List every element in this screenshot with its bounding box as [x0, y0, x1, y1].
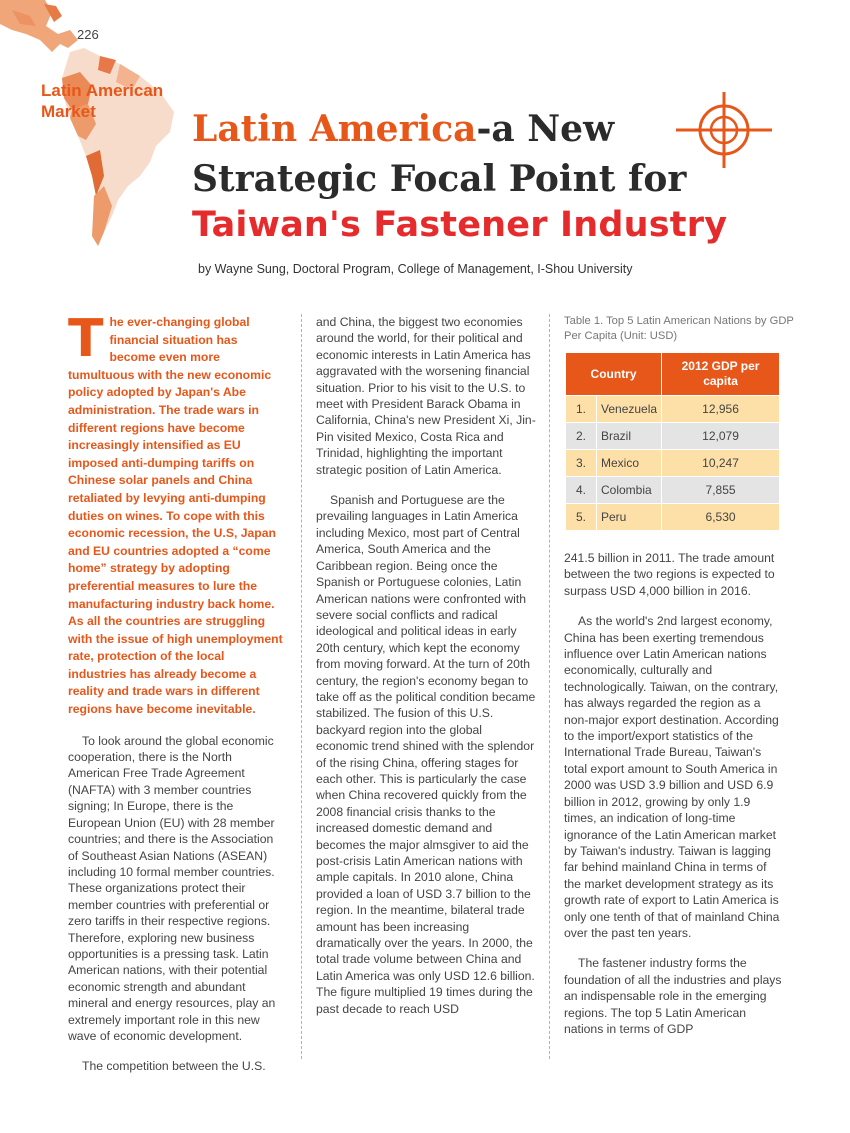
gdp-cell: 10,247	[662, 450, 780, 477]
gdp-cell: 7,855	[662, 477, 780, 504]
rank-cell: 1.	[566, 396, 597, 423]
drop-cap: T	[68, 309, 104, 369]
header-country: Country	[566, 353, 662, 396]
title-line1-rest: -a New	[476, 108, 615, 150]
title-accent: Latin America	[192, 108, 477, 150]
table-caption: Table 1. Top 5 Latin American Nations by GDP Per Capita (Unit: USD)	[564, 315, 794, 342]
country-cell: Mexico	[597, 450, 662, 477]
rank-cell: 2.	[566, 423, 597, 450]
title-line3: Taiwan's Fastener Industry	[192, 205, 728, 245]
column-3	[564, 550, 784, 1051]
gdp-cell: 12,956	[662, 396, 780, 423]
column-divider	[301, 314, 302, 1059]
title-line2: Strategic Focal Point for	[192, 158, 687, 200]
title-line1	[192, 104, 752, 154]
country-cell: Colombia	[597, 477, 662, 504]
article-title	[192, 104, 752, 204]
country-cell: Venezuela	[597, 396, 662, 423]
table-header-row	[566, 353, 780, 396]
lead-text: he ever-changing global financial situation has become even more tumultuous with the new economic policy adopted by Japan's Abe administration. The trade wars in different regions have become increasingly intensified as EU imposed anti-dumping tariffs on Chinese solar panels and China retaliated by levying anti-dumping duties on wines. To cope with this economic recession, the U.S, Japan and EU countries adopted a “come home” strategy by adopting preferential measures to lure the manufacturing industry back home. As all the countries are struggling with the issue of high unemployment rate, protection of the local industries has already become a reality and trade wars in different regions have become inevitable.	[68, 315, 283, 717]
section-label-line1: Latin American	[41, 81, 164, 100]
section-label	[41, 80, 201, 122]
column-1	[68, 309, 286, 1089]
table-row	[566, 396, 780, 423]
lead-paragraph	[68, 309, 286, 719]
gdp-table	[565, 352, 780, 531]
column-2	[316, 314, 536, 1031]
body-paragraph: To look around the global economic cooperation, there is the North American Free Trade Agreement (NAFTA) with 3 member countries signing; In Europe, there is the European Union (EU) with 28 member countries; and there is the Association of Southeast Asian Nations (ASEAN) including 10 formal member countries. These organizations protect their member countries with preferential or zero tariffs in their respective regions. Therefore, exploring new business opportunities is a pressing task. Latin American nations, with their potential economic strength and abundant mineral and energy resources, play an extremely important role in this new wave of economic development.	[68, 733, 276, 1043]
rank-cell: 5.	[566, 504, 597, 531]
rank-cell: 3.	[566, 450, 597, 477]
table-row	[566, 450, 780, 477]
column-divider	[549, 314, 550, 1059]
rank-cell: 4.	[566, 477, 597, 504]
body-paragraph: As the world's 2nd largest economy, China has been exerting tremendous influence over Latin American nations economically, culturally and technologically. Taiwan, on the contrary, has always regarded the region as a non-major export destination. According to the import/export statistics of the International Trade Bureau, Taiwan's total export amount to South America in 2000 was USD 3.9 billion and USD 6.9 billion in 2012, growing by only 1.9 times, an indication of long-time ignorance of the Latin American market by Taiwan's industry. Taiwan is lagging far behind mainland China in terms of the market development strategy as its growth rate of export to Latin America is only one tenth of that of mainland China over the past ten years.	[564, 614, 780, 940]
table-row	[566, 477, 780, 504]
country-cell: Brazil	[597, 423, 662, 450]
body-paragraph: and China, the biggest two economies around the world, for their political and economic interests in Latin America has aggravated with the worsening financial situation. Prior to his visit to the U.S. to meet with President Barack Obama in California, China's new President Xi, Jin-Pin visited Mexico, Costa Rica and Trinidad, highlighting the important strategic position of Latin America.	[316, 315, 536, 477]
body-paragraph: Spanish and Portuguese are the prevailing languages in Latin America including Mexico, most part of Central America, South America and the Caribbean region. Being once the Spanish or Portuguese colonies, Latin American nations were confronted with severe social conflicts and radical ideological and political ideas in early 20th century, which kept the economy from moving forward. At the turn of 20th century, the region's economy began to take off as the political condition became stabilized. The fusion of this U.S. backyard region into the global economic trend shined with the splendor of the rising China, offering stages for each other. This is particularly the case when China recovered quickly from the 2008 financial crisis thanks to the increased domestic demand and becomes the major almsgiver to aid the post-crisis Latin American nations with ample capitals. In 2010 alone, China provided a loan of USD 3.7 billion to the region. In the meantime, bilateral trade amount has been increasing dramatically over the years. In 2000, the total trade volume between China and Latin America was only USD 12.6 billion. The figure multiplied 19 times during the past decade to reach USD	[316, 493, 536, 1016]
table-row	[566, 504, 780, 531]
byline: by Wayne Sung, Doctoral Program, College of Management, I-Shou University	[198, 262, 633, 276]
body-paragraph: The fastener industry forms the foundation of all the industries and plays an indispensable role in the emerging regions. The top 5 Latin American nations in terms of GDP	[564, 956, 782, 1036]
table-row	[566, 423, 780, 450]
body-paragraph: 241.5 billion in 2011. The trade amount between the two regions is expected to surpass USD 4,000 billion in 2016.	[564, 551, 775, 598]
header-gdp: 2012 GDP per capita	[662, 353, 780, 396]
gdp-cell: 12,079	[662, 423, 780, 450]
country-cell: Peru	[597, 504, 662, 531]
body-paragraph: The competition between the U.S.	[82, 1059, 266, 1074]
gdp-cell: 6,530	[662, 504, 780, 531]
page-number: 226	[77, 27, 99, 42]
section-label-line2: Market	[41, 102, 96, 121]
